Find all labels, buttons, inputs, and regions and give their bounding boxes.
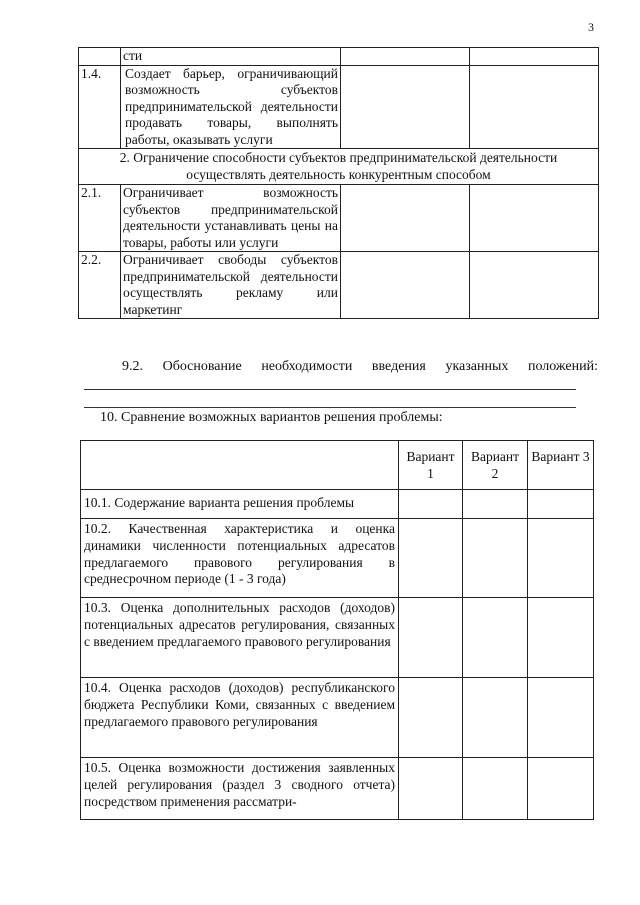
table-row	[81, 598, 594, 678]
empty-cell	[470, 48, 599, 66]
section-heading: 2. Ограничение способности субъектов предпринимательской деятельности осуществлять деятельность конкурентным способом	[79, 149, 599, 185]
row-description: 10.5. Оценка возможности достижения заявленных целей регулирования (раздел 3 сводного отчета) посредством применения рассматри-	[81, 758, 399, 820]
table-row	[79, 185, 599, 252]
header-row	[81, 441, 594, 490]
blank-line	[84, 407, 576, 408]
row-description: 10.1. Содержание варианта решения проблемы	[81, 490, 399, 519]
empty-cell	[528, 678, 594, 758]
table-row	[79, 252, 599, 319]
empty-cell	[341, 252, 470, 319]
blank-line	[84, 389, 576, 390]
row-text: сти	[121, 48, 341, 66]
table-row	[81, 678, 594, 758]
table-row	[79, 48, 599, 66]
empty-cell	[341, 48, 470, 66]
empty-cell	[399, 490, 463, 519]
table-row	[81, 519, 594, 598]
empty-cell	[463, 758, 528, 820]
variants-table	[80, 440, 594, 820]
empty-cell	[399, 678, 463, 758]
row-description: 10.2. Качественная характеристика и оценка динамики численности потенциальных адресатов предлагаемого правового регулирования в среднесрочном периоде (1 - 3 года)	[81, 519, 399, 598]
empty-cell	[528, 598, 594, 678]
empty-cell	[463, 519, 528, 598]
variant-2-header: Вариант 2	[463, 441, 528, 490]
section-row	[79, 149, 599, 185]
row-number	[79, 48, 121, 66]
variant-1-header: Вариант 1	[399, 441, 463, 490]
row-number: 1.4.	[79, 65, 121, 149]
section-10-heading: 10. Сравнение возможных вариантов решения проблемы:	[100, 410, 443, 425]
variant-3-header: Вариант 3	[528, 441, 594, 490]
empty-cell	[528, 490, 594, 519]
table-row	[81, 758, 594, 820]
row-text: Создает барьер, ограничивающий возможность субъектов предпринимательской деятельности продавать товары, выполнять работы, оказывать услуги	[121, 65, 341, 149]
row-description: 10.4. Оценка расходов (доходов) республиканского бюджета Республики Коми, связанных с введением предлагаемого правового регулирования	[81, 678, 399, 758]
row-description: 10.3. Оценка дополнительных расходов (доходов) потенциальных адресатов регулирования, связанных с введением предлагаемого правового регулирования	[81, 598, 399, 678]
table-row	[79, 65, 599, 149]
empty-cell	[528, 758, 594, 820]
empty-cell	[463, 490, 528, 519]
criteria-table	[78, 47, 599, 319]
empty-cell	[470, 252, 599, 319]
section-9-2-text: 9.2. Обоснование необходимости введения указанных положений:	[122, 359, 598, 374]
row-text: Ограничивает возможность субъектов предпринимательской деятельности устанавливать цены на товары, работы или услуги	[121, 185, 341, 252]
table-row	[81, 490, 594, 519]
header-empty-cell	[81, 441, 399, 490]
empty-cell	[528, 519, 594, 598]
empty-cell	[341, 65, 470, 149]
row-number: 2.1.	[79, 185, 121, 252]
empty-cell	[399, 519, 463, 598]
row-number: 2.2.	[79, 252, 121, 319]
empty-cell	[399, 758, 463, 820]
empty-cell	[463, 678, 528, 758]
page-number: 3	[588, 20, 594, 34]
empty-cell	[470, 185, 599, 252]
row-text: Ограничивает свободы субъектов предпринимательской деятельности осуществлять рекламу или маркетинг	[121, 252, 341, 319]
empty-cell	[463, 598, 528, 678]
empty-cell	[341, 185, 470, 252]
empty-cell	[399, 598, 463, 678]
empty-cell	[470, 65, 599, 149]
